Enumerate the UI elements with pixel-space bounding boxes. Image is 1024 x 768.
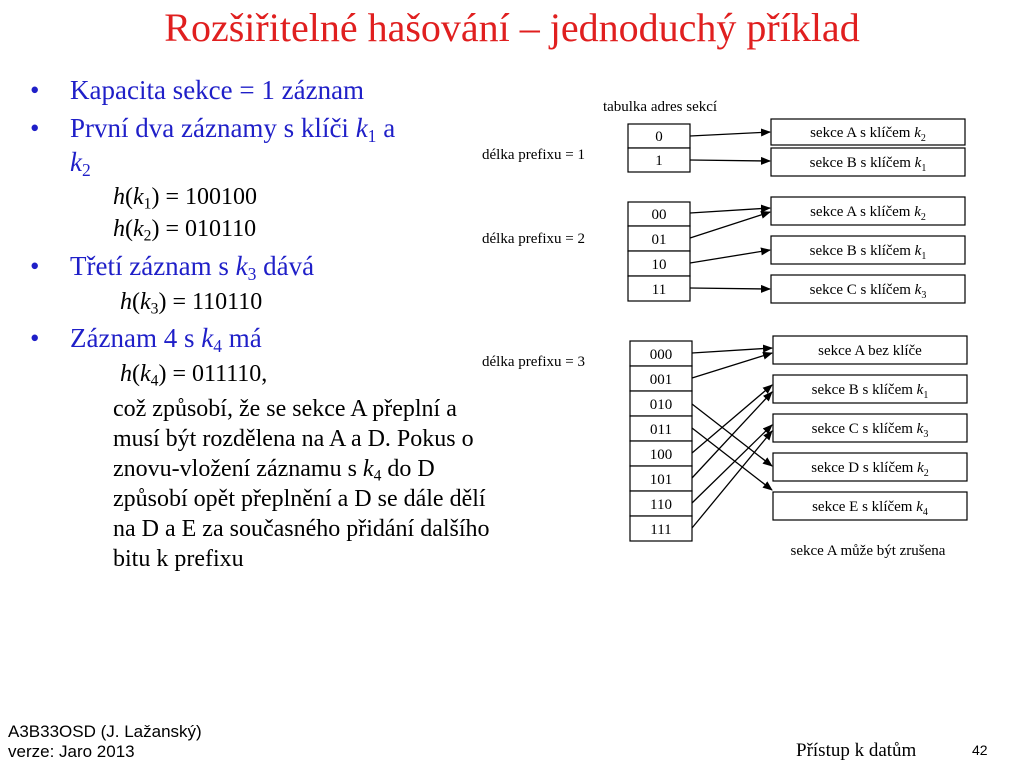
section-box xyxy=(773,492,967,520)
address-entry xyxy=(630,491,692,516)
section-label: sekce D s klíčem $k_2$ xyxy=(811,460,929,479)
pointer-arrow xyxy=(692,348,772,353)
pointer-arrow xyxy=(690,208,770,213)
hash-k4: $h(k_4) = 011110$, xyxy=(120,361,268,390)
entry-label: 111 xyxy=(650,522,672,538)
group-prefix-2 xyxy=(482,197,965,303)
explanation-paragraph: což způsobí, že se sekce A přeplní a musí být rozdělena na A a D. Pokus o znovu-vložení záznamu s $k_4$ do D způsobí opět přeplnění a D se dále dělí na D a E za současného přidání dalšího bitu k prefixu xyxy=(113,396,490,572)
entry-label: 010 xyxy=(649,397,673,413)
bullet-text-cont: $k_2$ xyxy=(70,147,91,180)
entry-label: 001 xyxy=(649,372,673,388)
section-box xyxy=(771,148,965,176)
prefix-label: délka prefixu = 1 xyxy=(482,147,586,163)
address-entry xyxy=(628,251,690,276)
group-prefix-1 xyxy=(482,119,965,176)
section-label: sekce B s klíčem $k_1$ xyxy=(811,382,929,401)
entry-label: 100 xyxy=(649,447,673,463)
bullet-text: Třetí záznam s $k_3$ dává xyxy=(70,251,315,284)
section-label: sekce A s klíčem $k_2$ xyxy=(810,204,926,223)
address-entry xyxy=(630,516,692,541)
pointer-arrow xyxy=(690,250,770,263)
address-entry xyxy=(628,202,690,226)
entry-label: 000 xyxy=(649,347,673,363)
prefix-label: délka prefixu = 3 xyxy=(482,354,586,370)
entry-label: 110 xyxy=(650,497,672,513)
bullet-text: Záznam 4 s $k_4$ má xyxy=(70,323,262,356)
pointer-arrow xyxy=(692,431,772,528)
entry-label: 01 xyxy=(651,232,667,248)
section-box xyxy=(773,453,967,481)
section-label: sekce E s klíčem $k_4$ xyxy=(812,499,928,518)
bullet-text: Kapacita sekce = 1 záznam xyxy=(70,75,365,105)
section-box xyxy=(773,336,967,364)
prefix-label: délka prefixu = 2 xyxy=(482,231,586,247)
address-entry xyxy=(630,441,692,466)
footer-course: A3B33OSD (J. Lažanský) xyxy=(8,722,202,741)
pointer-arrow xyxy=(690,132,770,136)
bullet-dot: • xyxy=(30,113,40,143)
bullet-dot: • xyxy=(30,323,40,353)
address-entry xyxy=(628,148,690,172)
address-entry xyxy=(628,276,690,301)
pointer-arrow xyxy=(690,212,770,238)
section-label: sekce B s klíčem $k_1$ xyxy=(809,243,927,262)
hash-k3: $h(k_3) = 110110$ xyxy=(120,289,263,318)
section-box xyxy=(771,119,965,145)
section-label: sekce C s klíčem $k_3$ xyxy=(811,421,929,440)
entry-label: 0 xyxy=(655,129,663,145)
pointer-arrow xyxy=(690,160,770,161)
section-box xyxy=(771,236,965,264)
entry-label: 1 xyxy=(655,153,663,169)
section-label: sekce B s klíčem $k_1$ xyxy=(809,155,927,174)
section-box xyxy=(773,375,967,403)
address-entry xyxy=(628,124,690,148)
address-entry xyxy=(630,391,692,416)
hash-k2: $h(k_2) = 010110$ xyxy=(113,216,257,245)
section-box xyxy=(773,414,967,442)
address-entry xyxy=(630,341,692,366)
section-label: sekce A s klíčem $k_2$ xyxy=(810,125,926,144)
group-prefix-3 xyxy=(482,336,967,541)
pointer-arrow xyxy=(690,288,770,289)
bullet-text: První dva záznamy s klíči $k_1$ a xyxy=(70,113,396,146)
footnote: sekce A může být zrušena xyxy=(790,543,946,559)
entry-label: 011 xyxy=(650,422,672,438)
entry-label: 10 xyxy=(651,257,667,273)
bullet-dot: • xyxy=(30,251,40,281)
footer-course-info xyxy=(8,722,202,762)
section-box xyxy=(771,275,965,303)
footer-topic: Přístup k datům xyxy=(796,740,917,761)
address-entry xyxy=(628,226,690,251)
page-number: 42 xyxy=(972,742,988,758)
pointer-arrow xyxy=(692,353,772,378)
address-entry xyxy=(630,466,692,491)
pointer-arrow xyxy=(692,392,772,478)
slide-title: Rozšiřitelné hašování – jednoduchý příklad xyxy=(164,5,860,50)
footer-version: verze: Jaro 2013 xyxy=(8,742,135,761)
section-label: sekce A bez klíče xyxy=(818,343,922,359)
entry-label: 101 xyxy=(649,472,673,488)
bullet-dot: • xyxy=(30,75,40,105)
address-entry xyxy=(630,366,692,391)
entry-label: 11 xyxy=(651,282,667,298)
hash-k1: $h(k_1) = 100100$ xyxy=(113,184,257,213)
section-box xyxy=(771,197,965,225)
table-caption: tabulka adres sekcí xyxy=(602,99,718,115)
section-label: sekce C s klíčem $k_3$ xyxy=(809,282,927,301)
address-entry xyxy=(630,416,692,441)
pointer-arrow xyxy=(692,385,772,453)
entry-label: 00 xyxy=(651,207,667,223)
